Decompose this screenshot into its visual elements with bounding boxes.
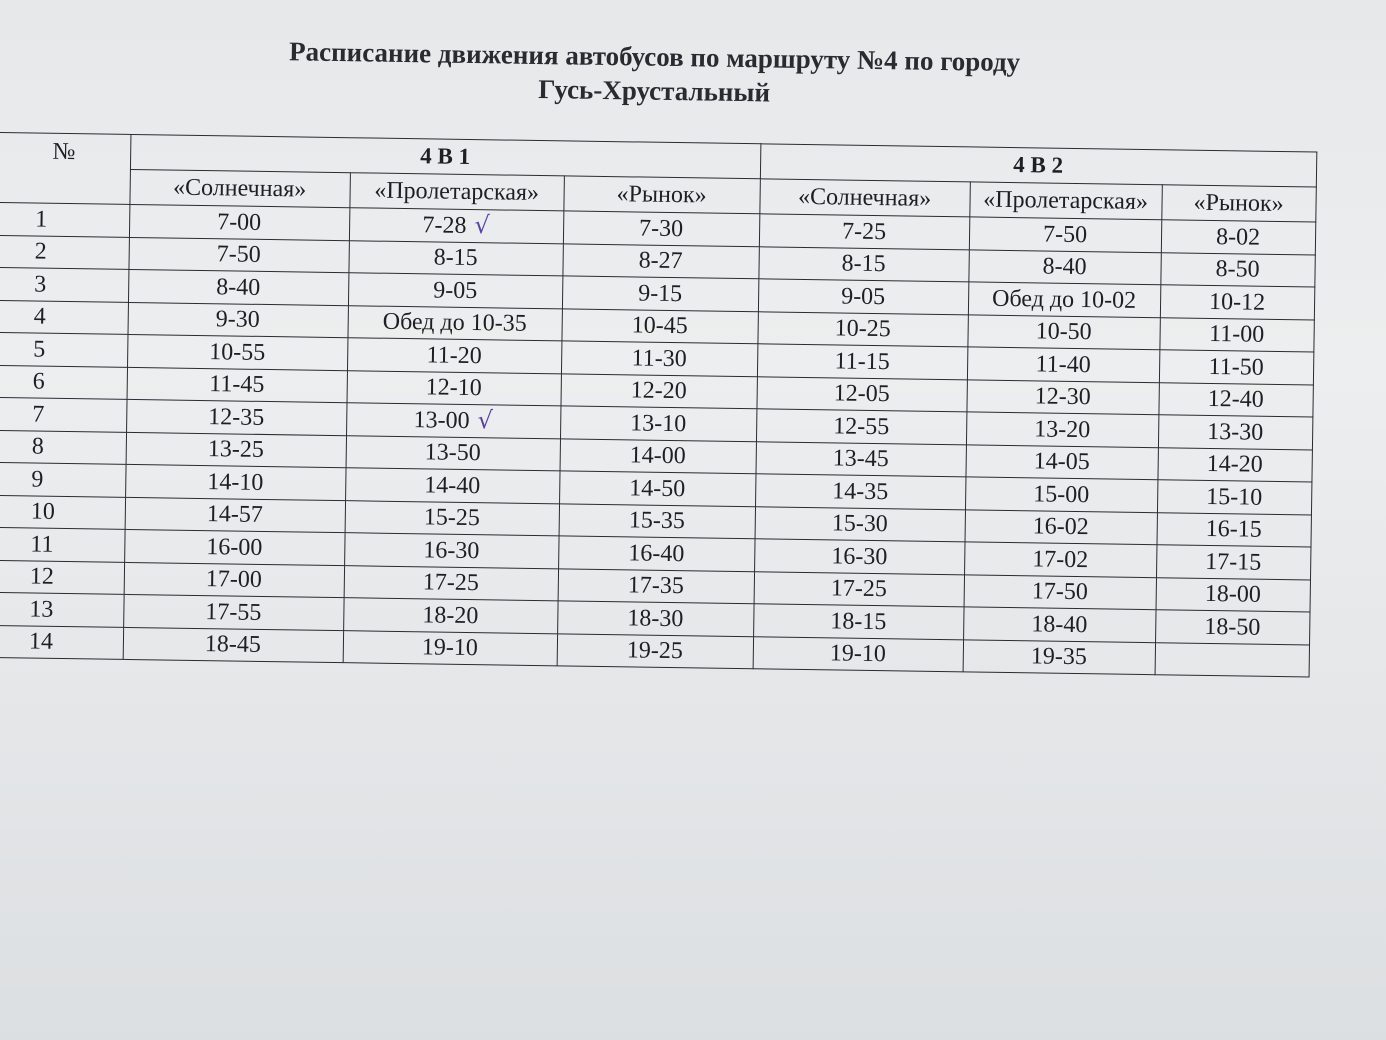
time-value: 14-50 <box>629 475 686 502</box>
time-cell <box>754 539 964 575</box>
time-value: 8-02 <box>1215 223 1261 251</box>
time-cell <box>1156 545 1310 580</box>
time-value: 18-50 <box>1204 613 1261 641</box>
time-cell <box>1158 415 1312 450</box>
time-cell <box>1155 610 1309 645</box>
time-value: 7-50 <box>216 241 261 269</box>
time-value: 10-50 <box>1035 318 1092 346</box>
time-value: 12-20 <box>630 377 687 405</box>
time-value: 8-27 <box>638 247 683 275</box>
time-value: 18-45 <box>204 631 262 659</box>
time-value: 7-28 <box>422 212 467 240</box>
row-number: 12 <box>0 560 124 594</box>
time-cell <box>345 500 559 536</box>
check-mark-icon: √ <box>474 211 491 240</box>
time-value: 18-00 <box>1204 581 1261 609</box>
header-stop-rynok-2: «Рынок» <box>1161 185 1316 222</box>
time-value: 19-25 <box>626 637 684 665</box>
row-number: 13 <box>0 592 124 626</box>
schedule-document <box>0 30 1330 671</box>
time-cell <box>758 246 968 282</box>
time-cell <box>348 240 562 276</box>
time-value: 17-50 <box>1031 578 1088 606</box>
time-value: 11-20 <box>426 342 482 369</box>
time-value: 13-30 <box>1207 418 1264 446</box>
time-cell <box>557 633 753 668</box>
time-cell <box>128 237 348 273</box>
time-value: 16-15 <box>1205 516 1262 544</box>
time-value: 10-55 <box>209 338 266 366</box>
time-cell <box>561 308 757 343</box>
time-cell <box>561 341 757 376</box>
row-number: 5 <box>0 332 127 366</box>
row-number: 1 <box>0 202 129 236</box>
time-cell <box>966 444 1158 479</box>
time-value: 9-05 <box>840 283 886 310</box>
time-value: 9-05 <box>432 277 478 304</box>
time-value: 16-40 <box>628 540 685 567</box>
time-value: 11-50 <box>1208 353 1264 381</box>
time-cell <box>126 399 346 435</box>
time-value: 12-05 <box>833 380 890 408</box>
time-cell <box>965 509 1157 544</box>
time-value: 17-25 <box>422 569 480 597</box>
time-cell <box>129 204 349 240</box>
time-cell <box>344 565 558 601</box>
time-cell <box>345 468 559 504</box>
header-group-4v1: 4 В 1 <box>130 134 760 178</box>
schedule-table <box>0 132 1317 678</box>
time-value: 18-15 <box>830 608 887 635</box>
time-cell <box>558 536 754 571</box>
time-cell <box>964 574 1156 609</box>
time-value: 16-02 <box>1032 513 1089 541</box>
time-cell <box>755 474 965 510</box>
time-value: 14-35 <box>832 478 889 505</box>
time-cell <box>968 282 1160 317</box>
time-cell <box>969 217 1161 252</box>
time-cell <box>1157 480 1311 515</box>
time-value: 11-45 <box>209 371 265 399</box>
time-cell <box>756 441 966 477</box>
time-value: 14-00 <box>629 442 686 470</box>
time-cell <box>349 208 563 244</box>
time-value: 15-10 <box>1206 483 1263 511</box>
time-cell <box>558 568 754 603</box>
time-value: 9-30 <box>215 306 260 334</box>
header-number: № <box>0 132 130 204</box>
time-value: 7-25 <box>841 218 887 245</box>
time-value: 12-10 <box>425 374 482 402</box>
row-number: 7 <box>0 397 127 431</box>
time-cell <box>753 604 963 640</box>
time-cell <box>125 464 345 500</box>
time-value: 13-50 <box>424 439 481 467</box>
time-value: 10-45 <box>631 312 688 340</box>
time-cell <box>343 598 557 634</box>
row-number: 9 <box>0 462 126 496</box>
time-value: 16-00 <box>206 533 263 561</box>
time-cell <box>557 601 753 636</box>
time-cell <box>966 379 1158 414</box>
time-value: 11-00 <box>1208 321 1265 349</box>
header-group-4v2: 4 В 2 <box>760 144 1316 187</box>
row-number: 14 <box>0 625 123 659</box>
time-cell <box>347 305 561 341</box>
time-cell <box>124 529 344 565</box>
time-cell <box>968 249 1160 284</box>
time-cell <box>756 409 966 445</box>
time-cell <box>563 211 759 246</box>
time-value: 13-10 <box>630 410 687 437</box>
time-value: 7-30 <box>638 215 684 242</box>
time-cell <box>755 506 965 542</box>
row-number: 11 <box>0 527 125 561</box>
time-value: 12-30 <box>1034 383 1091 411</box>
header-stop-rynok-1: «Рынок» <box>563 176 760 214</box>
time-cell <box>758 279 968 315</box>
time-value: 8-15 <box>841 250 886 278</box>
time-cell <box>560 438 756 473</box>
time-cell <box>759 214 969 250</box>
time-cell <box>126 432 346 468</box>
time-value: 15-00 <box>1033 481 1090 508</box>
time-cell <box>1160 285 1314 320</box>
header-stop-solnechnaya-1: «Солнечная» <box>129 169 349 207</box>
time-cell <box>1155 642 1309 677</box>
schedule-body <box>0 202 1315 677</box>
time-value: 10-25 <box>834 315 891 343</box>
time-value: 11-40 <box>1035 351 1091 378</box>
row-number: 3 <box>0 267 128 301</box>
time-value: 7-50 <box>1042 221 1088 248</box>
time-cell <box>1159 350 1313 385</box>
header-stop-proletarskaya-2: «Пролетарская» <box>969 182 1161 220</box>
time-value: 14-40 <box>424 472 481 499</box>
time-value: 17-00 <box>205 566 263 594</box>
time-cell <box>127 367 347 403</box>
time-cell <box>963 607 1155 642</box>
title-line-2: Гусь-Хрустальный <box>538 73 771 108</box>
time-value: 14-05 <box>1033 448 1090 476</box>
time-cell <box>560 373 756 408</box>
time-cell <box>757 311 967 347</box>
time-value: 19-10 <box>829 640 887 668</box>
time-cell <box>344 533 558 569</box>
time-value: 19-10 <box>421 634 479 662</box>
time-value: 10-12 <box>1208 288 1266 316</box>
time-value: 14-20 <box>1206 451 1263 479</box>
header-stop-proletarskaya-1: «Пролетарская» <box>349 173 563 211</box>
row-number: 6 <box>0 365 127 399</box>
time-cell <box>965 477 1157 512</box>
page-title <box>0 30 1320 118</box>
time-value: 12-35 <box>208 403 265 431</box>
check-mark-icon: √ <box>477 406 494 435</box>
time-value: 17-55 <box>205 598 262 626</box>
time-value: 18-40 <box>1031 611 1088 638</box>
time-value: 13-00 <box>413 407 470 435</box>
time-cell <box>753 636 963 672</box>
row-number: 10 <box>0 495 125 529</box>
time-cell <box>123 594 343 630</box>
time-value: 15-30 <box>831 510 888 538</box>
time-value: 17-02 <box>1032 546 1089 573</box>
time-cell <box>123 627 343 663</box>
time-value: 13-25 <box>207 436 264 464</box>
time-value: 8-40 <box>1042 253 1087 281</box>
time-value: 11-15 <box>834 348 890 375</box>
time-cell <box>1156 577 1310 612</box>
time-cell <box>967 347 1159 382</box>
time-value: 7-00 <box>216 208 262 236</box>
time-value: 12-40 <box>1207 386 1264 414</box>
time-value: 8-15 <box>433 244 478 272</box>
title-line-1: Расписание движения автобусов по маршруту №4 по городу <box>288 36 1021 78</box>
time-value: 13-20 <box>1034 416 1091 443</box>
time-cell <box>1157 512 1311 547</box>
time-cell <box>756 376 966 412</box>
time-cell <box>560 406 756 441</box>
time-value: 12-55 <box>833 413 890 440</box>
time-cell <box>346 435 560 471</box>
time-value: 8-50 <box>1215 256 1260 283</box>
time-cell <box>347 370 561 406</box>
time-cell <box>346 403 560 439</box>
time-cell <box>124 562 344 598</box>
time-value: 14-57 <box>206 501 264 529</box>
time-cell <box>963 639 1155 674</box>
time-value: Обед до 10-02 <box>991 285 1137 314</box>
time-cell <box>1158 382 1312 417</box>
row-number: 2 <box>0 235 129 269</box>
time-cell <box>127 334 347 370</box>
time-value: 17-35 <box>627 572 685 600</box>
time-value: 19-35 <box>1030 643 1088 671</box>
time-value: 9-15 <box>637 280 683 307</box>
time-value: 11-30 <box>631 345 687 372</box>
time-cell <box>754 571 964 607</box>
row-number: 8 <box>0 430 126 464</box>
time-value: 17-25 <box>830 575 888 603</box>
time-value: 14-10 <box>207 468 264 496</box>
time-cell <box>1160 252 1314 287</box>
time-cell <box>1159 317 1313 352</box>
time-cell <box>347 338 561 374</box>
time-value: Обед до 10-35 <box>382 308 527 338</box>
time-cell <box>559 503 755 538</box>
time-cell <box>128 269 348 305</box>
time-cell <box>562 243 758 278</box>
time-value: 15-25 <box>423 504 481 532</box>
time-cell <box>757 344 967 380</box>
time-cell <box>348 273 562 309</box>
time-value: 18-30 <box>627 605 684 632</box>
time-cell <box>964 542 1156 577</box>
time-cell <box>967 314 1159 349</box>
time-value: 16-30 <box>831 543 888 570</box>
time-cell <box>1157 447 1311 482</box>
time-value: 17-15 <box>1205 548 1262 576</box>
time-value: 18-20 <box>422 602 479 629</box>
time-cell <box>343 630 557 666</box>
time-cell <box>559 471 755 506</box>
time-value: 13-45 <box>832 445 889 473</box>
time-cell <box>1161 220 1315 255</box>
header-stop-solnechnaya-2: «Солнечная» <box>759 179 969 217</box>
time-cell <box>966 412 1158 447</box>
row-number: 4 <box>0 300 128 334</box>
time-cell <box>125 497 345 533</box>
time-value: 15-35 <box>628 507 685 535</box>
time-value: 16-30 <box>423 537 480 564</box>
time-cell <box>562 276 758 311</box>
time-cell <box>127 302 347 338</box>
time-value: 8-40 <box>216 273 261 301</box>
